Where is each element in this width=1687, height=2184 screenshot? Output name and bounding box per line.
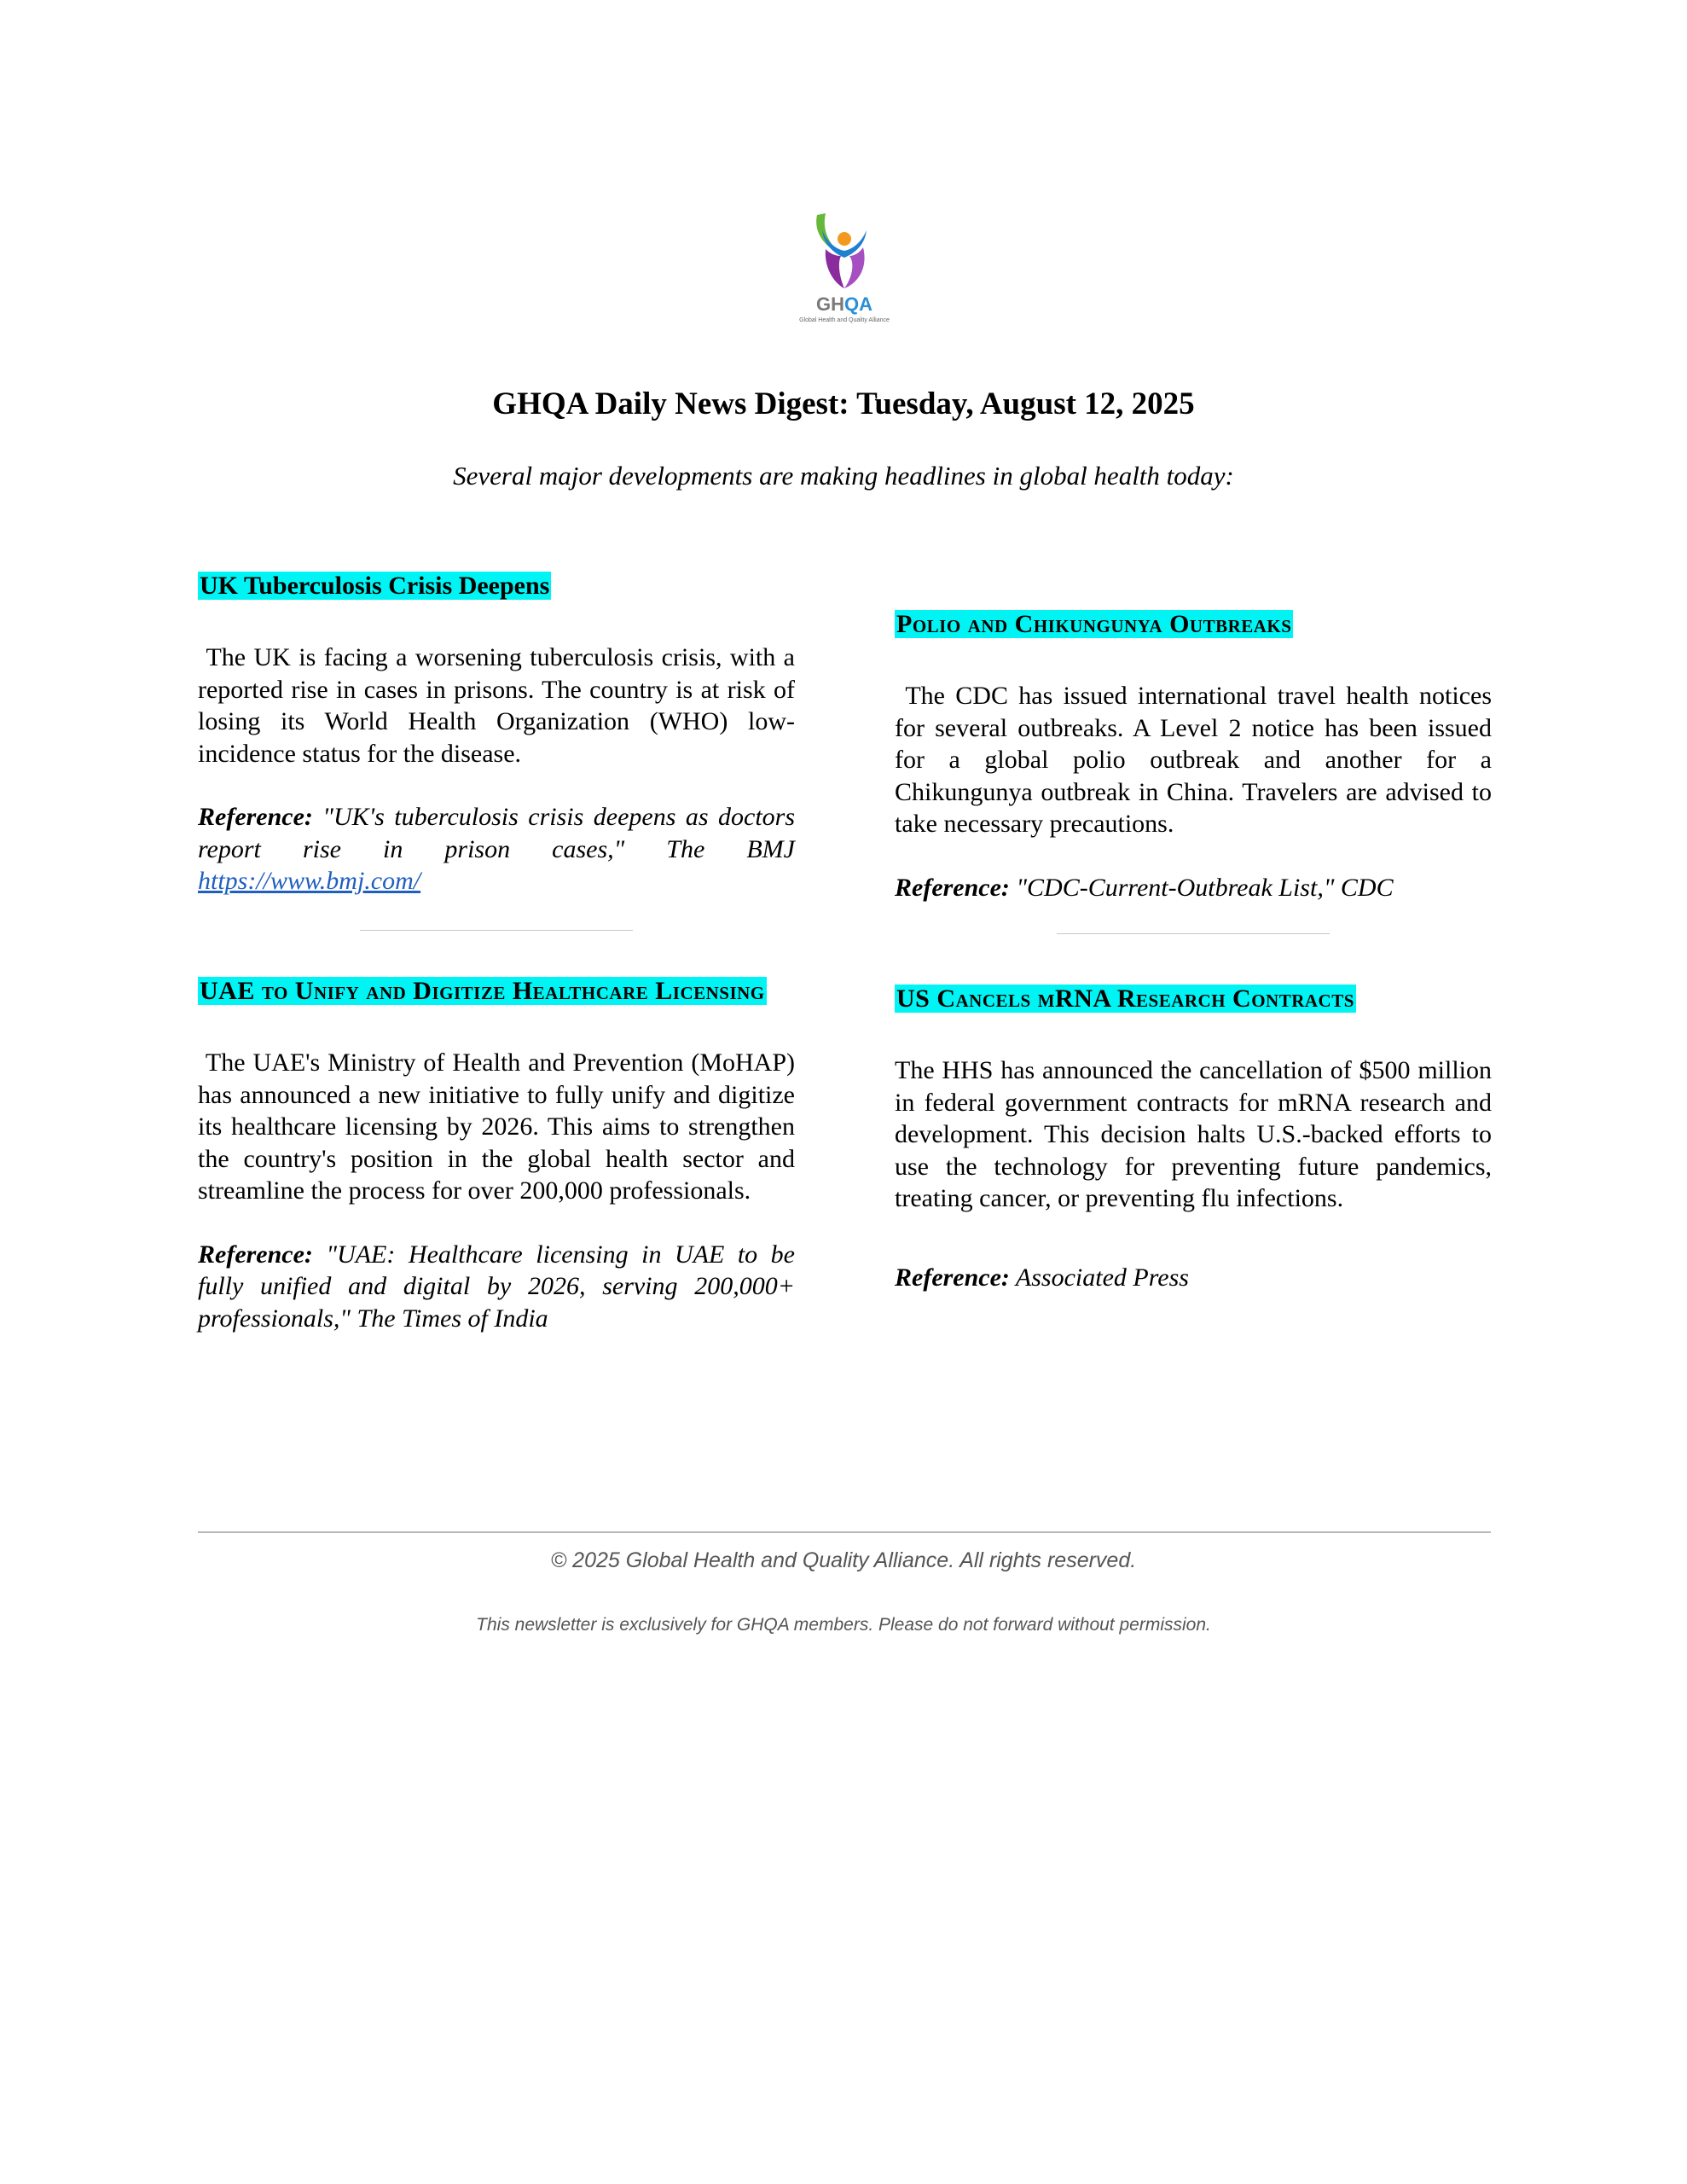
article-uk-tuberculosis	[198, 570, 795, 897]
article-reference: Reference: "UAE: Healthcare licensing in UAE to be fully unified and digital by 2026, serving 200,000+ professionals," The Times of India	[198, 1240, 796, 1333]
article-reference: Reference: Associated Press	[895, 1263, 1189, 1292]
section-divider	[360, 930, 633, 931]
article-body: The HHS has announced the cancellation of $500 million in federal government contracts for mRNA research and development. This decision halts U.S.-backed efforts to use the technology for preventing future pandemics, treating cancer, or preventing flu infections.	[895, 1056, 1492, 1212]
article-polio-chikungunya	[895, 608, 1492, 903]
ghqa-logo	[785, 205, 904, 333]
article-body: The UAE's Ministry of Health and Prevention (MoHAP) has announced a new initiative to fully unify and digitize its healthcare licensing by 2026. This aims to strengthen the country's position in the global health sector and streamline the process for over 200,000 professionals.	[198, 1048, 795, 1205]
footer-note: This newsletter is exclusively for GHQA members. Please do not forward without permission.	[476, 1615, 1211, 1635]
article-heading: UAE to Unify and Digitize Healthcare Licensing	[200, 977, 765, 1005]
article-reference: Reference: "CDC-Current-Outbreak List," CDC	[895, 873, 1394, 902]
article-body: The CDC has issued international travel health notices for several outbreaks. A Level 2 notice has been issued for a global polio outbreak and another for a Chikungunya outbreak in China. Travelers are advised to take necessary precautions.	[895, 682, 1492, 838]
article-reference: Reference: "UK's tuberculosis crisis deepens as doctors report rise in prison cases," The BMJ https://www.bmj.com/	[198, 803, 796, 895]
section-divider	[1057, 933, 1330, 934]
footer-copyright: © 2025 Global Health and Quality Alliance. All rights reserved.	[550, 1548, 1137, 1572]
article-us-mrna	[895, 983, 1492, 1293]
bmj-link[interactable]: https://www.bmj.com/	[198, 867, 421, 895]
ghqa-logo-icon	[785, 205, 904, 293]
logo-tagline: Global Health and Quality Alliance	[799, 317, 890, 323]
article-heading: US Cancels mRNA Research Contracts	[896, 985, 1354, 1013]
footer-divider	[198, 1531, 1491, 1533]
page-subtitle: Several major developments are making headlines in global health today:	[453, 461, 1234, 491]
article-heading: Polio and Chikungunya Outbreaks	[896, 610, 1292, 638]
article-uae-licensing	[198, 975, 795, 1334]
logo-wordmark: GHQA	[816, 293, 872, 315]
page-title: GHQA Daily News Digest: Tuesday, August 12, 2025	[492, 386, 1195, 421]
article-heading: UK Tuberculosis Crisis Deepens	[200, 572, 550, 600]
article-body: The UK is facing a worsening tuberculosis crisis, with a reported rise in cases in prisons. The country is at risk of losing its World Health Organization (WHO) low-incidence status for the disease.	[198, 643, 796, 768]
